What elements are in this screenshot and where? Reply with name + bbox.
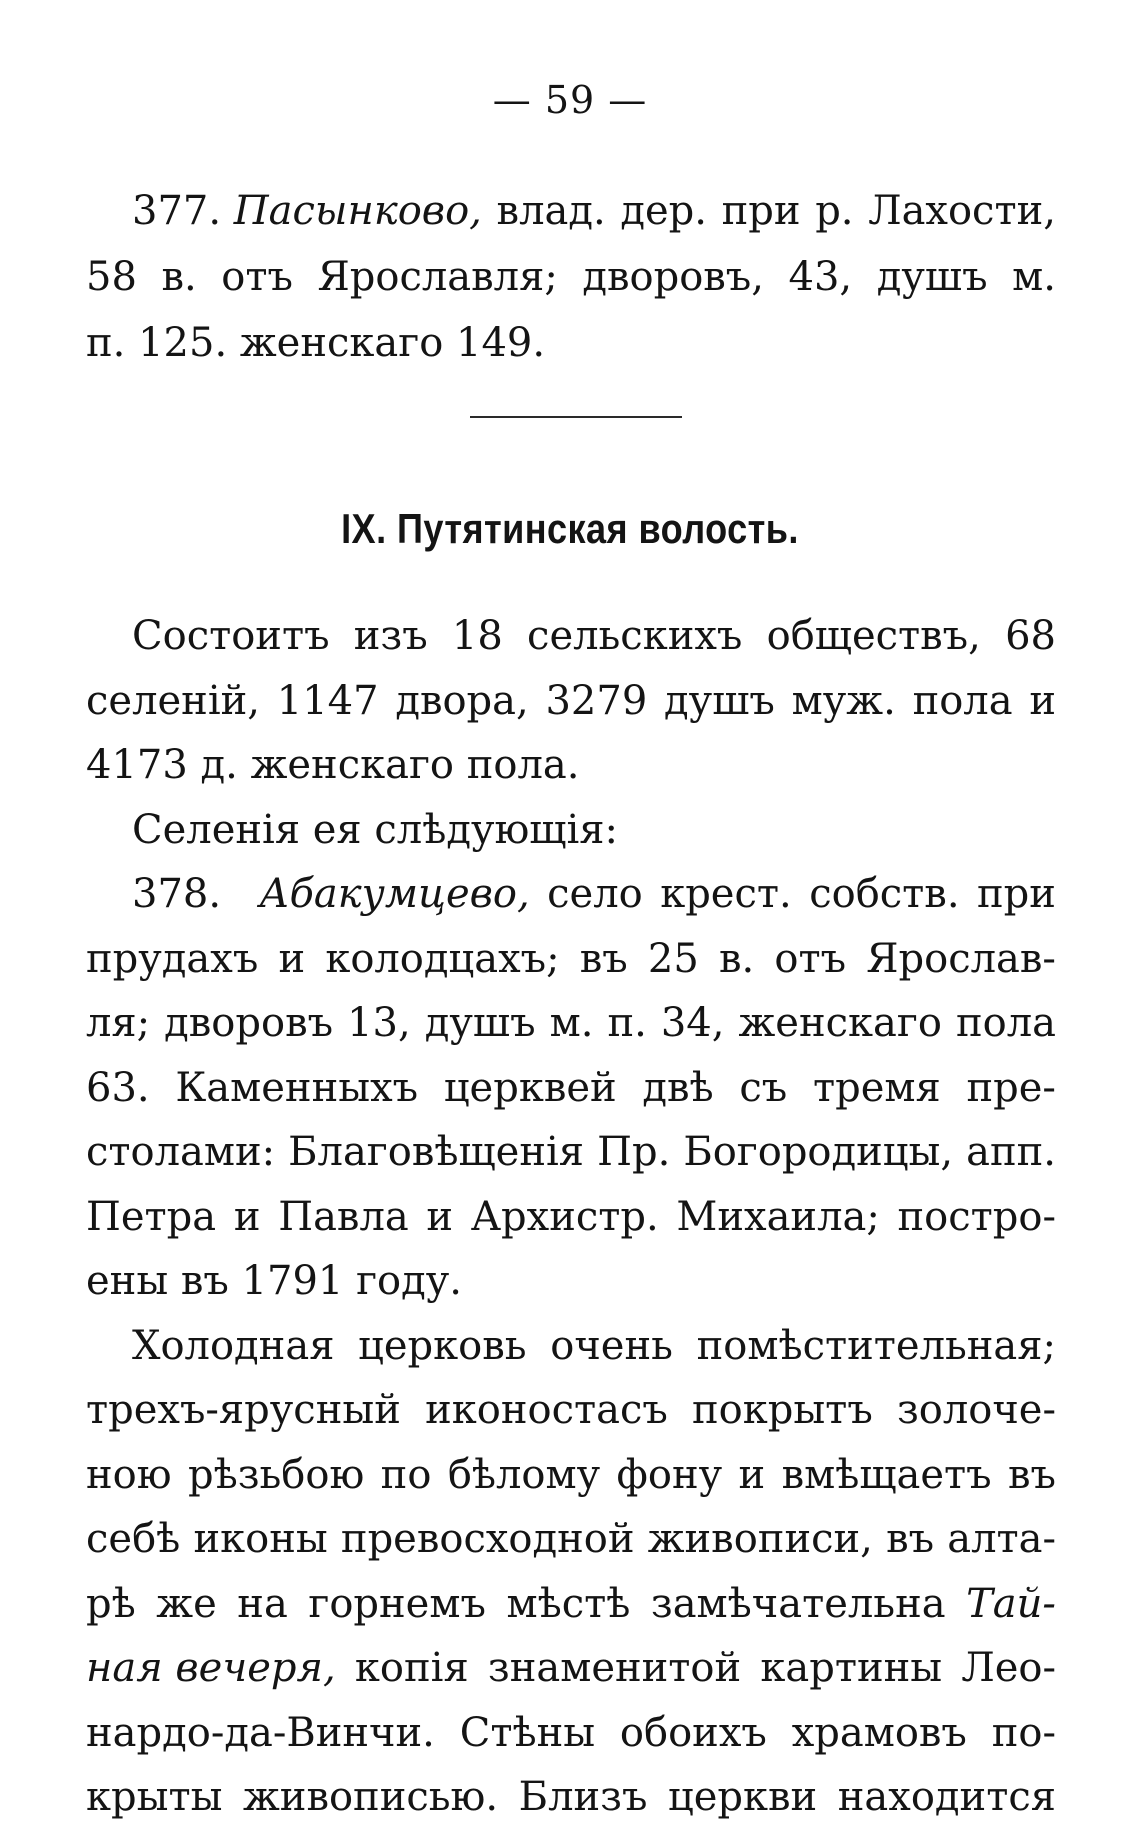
paragraph-3-line-1: Холодная церковь очень помѣстительная; xyxy=(132,1322,1056,1369)
section-body xyxy=(86,604,1056,1830)
entry-378-line-1: 378. Абакумцево, село крест. собств. при xyxy=(86,862,1056,927)
entry-378-line-7: ены въ 1791 году. xyxy=(86,1258,462,1304)
page-number: — 59 — xyxy=(492,78,648,122)
entry-377-line-3: п. 125. женскаго 149. xyxy=(86,320,546,366)
entry-377-line-1: 377. Пасынково, влад. дер. при р. Лахости, xyxy=(86,178,1056,244)
entry-number: 377. Пасынково, xyxy=(132,188,482,234)
italic-phrase: ная вечеря, xyxy=(86,1645,336,1691)
entry-number: 378. Абакумцево, xyxy=(132,871,530,917)
section-heading: IX. Путятинская волость. xyxy=(341,505,799,552)
paragraph-1-line-2: селеній, 1147 двора, 3279 душъ муж. пола и xyxy=(86,677,1056,724)
paragraph-3-line-6: ная вечеря, копія знаменитой картины Лео- xyxy=(86,1636,1056,1701)
entry-378-line-3: ля; дворовъ 13, душъ м. п. 34, женскаго пола xyxy=(86,1000,1056,1046)
paragraph-3-line-3: ною рѣзьбою по бѣлому фону и вмѣщаетъ въ xyxy=(86,1451,1056,1498)
entry-378-line-6: Петра и Павла и Архистр. Михаила; постро- xyxy=(86,1193,1056,1240)
paragraph-3-line-5: рѣ же на горнемъ мѣстѣ замѣчательна Тай- xyxy=(86,1572,1056,1637)
entry-378-line-4: 63. Каменныхъ церквей двѣ съ тремя пре- xyxy=(86,1064,1056,1111)
entry-377-line-2: 58 в. отъ Ярославля; дворовъ, 43, душъ м. xyxy=(86,254,1056,300)
paragraph-2: Селенія ея слѣдующія: xyxy=(132,806,618,853)
italic-phrase: Тай- xyxy=(966,1580,1056,1627)
place-name: Пасынково, xyxy=(233,188,482,234)
paragraph-3-line-4: себѣ иконы превосходной живописи, въ алта- xyxy=(86,1516,1056,1562)
paragraph-3-line-8: крыты живописью. Близъ церкви находится xyxy=(86,1774,1056,1820)
paragraph-1-line-1: Состоитъ изъ 18 сельскихъ обществъ, 68 xyxy=(132,613,1056,659)
entry-378-line-5: столами: Благовѣщенія Пр. Богородицы, апп. xyxy=(86,1129,1056,1175)
place-name: Абакумцево, xyxy=(259,871,530,917)
section-divider xyxy=(470,416,682,418)
paragraph-3-line-2: трехъ-ярусный иконостасъ покрытъ золоче- xyxy=(86,1387,1056,1433)
paragraph-1-line-3: 4173 д. женскаго пола. xyxy=(86,742,580,788)
entry-378-line-2: прудахъ и колодцахъ; въ 25 в. отъ Ярослав- xyxy=(86,935,1056,982)
entry-377 xyxy=(86,178,1056,376)
paragraph-3-line-7: нардо-да-Винчи. Стѣны обоихъ храмовъ по- xyxy=(86,1709,1056,1756)
